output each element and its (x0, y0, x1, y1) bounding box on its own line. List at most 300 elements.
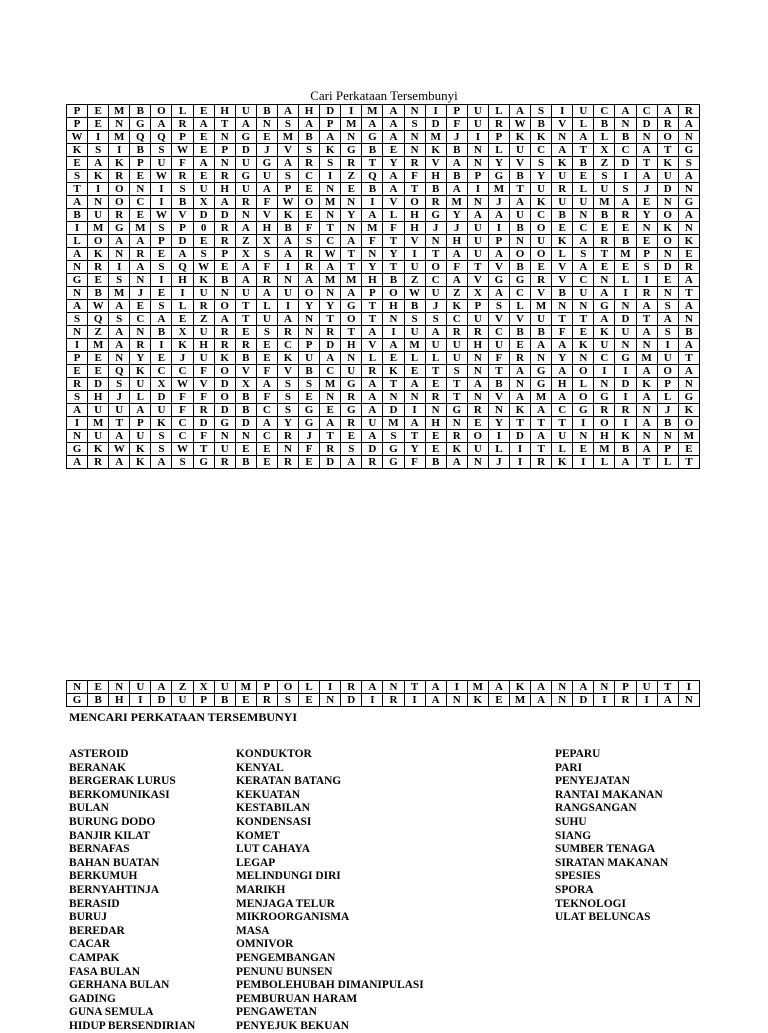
grid-cell: R (678, 105, 699, 118)
word-list-item: BERNAFAS (69, 843, 130, 856)
word-list-item: SIRATAN MAKANAN (555, 856, 669, 869)
grid-cell: G (678, 144, 699, 157)
grid-cell: A (467, 378, 488, 391)
grid-cell: B (256, 105, 277, 118)
grid-cell: R (130, 248, 151, 261)
grid-cell: I (488, 430, 509, 443)
grid-cell: C (320, 365, 341, 378)
word-list-item: SPORA (555, 883, 594, 896)
grid-row (67, 287, 700, 300)
grid-cell: S (404, 313, 425, 326)
grid-cell: T (383, 378, 404, 391)
grid-cell: S (404, 118, 425, 131)
grid-cell: H (193, 339, 214, 352)
grid-cell: M (531, 391, 552, 404)
grid-cell: A (636, 365, 657, 378)
grid-cell: H (362, 274, 383, 287)
grid-cell: N (277, 274, 298, 287)
grid-cell: E (531, 261, 552, 274)
word-list-item: BURUNG DODO (69, 815, 156, 828)
word-list-item: MARIKH (236, 883, 286, 896)
grid-cell: E (130, 209, 151, 222)
grid-cell: A (320, 261, 341, 274)
grid-cell: M (109, 105, 130, 118)
grid-cell: M (341, 274, 362, 287)
grid-cell: G (678, 196, 699, 209)
grid-cell: R (552, 183, 573, 196)
grid-cell: V (425, 157, 446, 170)
grid-cell: N (383, 391, 404, 404)
grid-cell: P (320, 118, 341, 131)
grid-cell: A (277, 157, 298, 170)
grid-cell: A (109, 456, 130, 469)
grid-cell: T (573, 144, 594, 157)
grid-cell: N (467, 196, 488, 209)
grid-cell: R (214, 170, 235, 183)
grid-cell: M (320, 274, 341, 287)
grid-cell: N (636, 222, 657, 235)
grid-cell: E (88, 681, 109, 694)
grid-cell: U (594, 183, 615, 196)
grid-cell: B (362, 183, 383, 196)
grid-cell: F (193, 365, 214, 378)
grid-cell: X (235, 378, 256, 391)
grid-cell: V (172, 209, 193, 222)
grid-cell: T (67, 183, 88, 196)
grid-cell: A (320, 131, 341, 144)
grid-cell: E (151, 287, 172, 300)
grid-cell: G (362, 131, 383, 144)
grid-cell: I (657, 339, 678, 352)
grid-cell: R (67, 378, 88, 391)
grid-cell: X (172, 326, 193, 339)
grid-cell: M (362, 222, 383, 235)
grid-cell: B (488, 378, 509, 391)
grid-cell: B (214, 274, 235, 287)
grid-cell: L (657, 391, 678, 404)
grid-cell: L (488, 144, 509, 157)
grid-cell: P (488, 131, 509, 144)
grid-cell: R (214, 456, 235, 469)
grid-cell: S (151, 430, 172, 443)
grid-cell: U (509, 144, 530, 157)
grid-cell: O (531, 248, 552, 261)
word-list-item: BULAN (69, 802, 109, 815)
grid-cell: A (235, 274, 256, 287)
grid-cell: S (67, 313, 88, 326)
grid-cell: K (636, 378, 657, 391)
grid-row (67, 430, 700, 443)
grid-cell: J (172, 352, 193, 365)
grid-cell: E (299, 209, 320, 222)
grid-cell: I (67, 222, 88, 235)
grid-cell: U (404, 261, 425, 274)
grid-cell: P (67, 118, 88, 131)
grid-cell: A (678, 300, 699, 313)
grid-cell: B (446, 170, 467, 183)
grid-cell: F (552, 326, 573, 339)
word-list-item: KOMET (236, 829, 280, 842)
grid-cell: P (172, 131, 193, 144)
grid-cell: R (214, 339, 235, 352)
grid-cell: A (256, 287, 277, 300)
grid-cell: A (531, 694, 552, 707)
grid-cell: T (214, 118, 235, 131)
grid-cell: Y (362, 261, 383, 274)
grid-cell: A (256, 378, 277, 391)
grid-cell: P (488, 235, 509, 248)
grid-cell: R (341, 417, 362, 430)
grid-cell: V (383, 196, 404, 209)
grid-cell: L (130, 391, 151, 404)
grid-cell: A (193, 118, 214, 131)
grid-cell: V (531, 287, 552, 300)
grid-cell: I (615, 417, 636, 430)
grid-cell: L (509, 300, 530, 313)
grid-cell: U (235, 287, 256, 300)
grid-cell: W (151, 170, 172, 183)
grid-cell: D (657, 261, 678, 274)
grid-cell: O (404, 196, 425, 209)
grid-cell: H (214, 105, 235, 118)
grid-cell: C (573, 222, 594, 235)
grid-cell: S (109, 274, 130, 287)
grid-cell: A (678, 118, 699, 131)
grid-cell: T (320, 430, 341, 443)
grid-cell: I (151, 196, 172, 209)
grid-cell: N (678, 378, 699, 391)
grid-cell: M (341, 118, 362, 131)
grid-cell: A (488, 209, 509, 222)
grid-cell: A (383, 170, 404, 183)
grid-cell: A (446, 183, 467, 196)
grid-cell: R (446, 326, 467, 339)
grid-cell: B (615, 443, 636, 456)
grid-cell: N (130, 183, 151, 196)
grid-cell: N (678, 222, 699, 235)
grid-cell: L (615, 274, 636, 287)
grid-cell: N (573, 430, 594, 443)
grid-cell: R (341, 157, 362, 170)
grid-cell: A (615, 196, 636, 209)
word-list-item: HIDUP BERSENDIRIAN (69, 1019, 196, 1032)
grid-cell: D (88, 378, 109, 391)
grid-cell: U (404, 326, 425, 339)
grid-cell: N (446, 694, 467, 707)
grid-cell: I (573, 417, 594, 430)
grid-cell: T (509, 417, 530, 430)
word-list-item: SUHU (555, 815, 587, 828)
grid-cell: C (636, 105, 657, 118)
grid-cell: T (657, 144, 678, 157)
grid-cell: W (88, 300, 109, 313)
grid-cell: A (362, 378, 383, 391)
grid-cell: O (383, 287, 404, 300)
grid-cell: H (109, 694, 130, 707)
grid-cell: D (320, 339, 341, 352)
grid-cell: A (615, 456, 636, 469)
grid-cell: T (109, 417, 130, 430)
grid-cell: N (341, 352, 362, 365)
grid-cell: U (88, 209, 109, 222)
grid-cell: U (235, 105, 256, 118)
grid-cell: V (467, 274, 488, 287)
grid-cell: A (425, 694, 446, 707)
grid-cell: A (109, 326, 130, 339)
grid-cell: I (404, 404, 425, 417)
grid-cell: Q (130, 131, 151, 144)
grid-cell: I (404, 694, 425, 707)
grid-cell: R (362, 456, 383, 469)
grid-cell: U (425, 339, 446, 352)
grid-cell: V (509, 157, 530, 170)
grid-cell: C (594, 352, 615, 365)
word-list-item: KERATAN BATANG (236, 775, 342, 788)
grid-cell: M (235, 681, 256, 694)
grid-cell: T (404, 430, 425, 443)
grid-cell: N (678, 183, 699, 196)
grid-cell: R (488, 118, 509, 131)
grid-cell: N (214, 157, 235, 170)
word-list-item: KONDENSASI (236, 815, 312, 828)
grid-cell: I (509, 443, 530, 456)
grid-cell: N (467, 157, 488, 170)
grid-cell: R (235, 339, 256, 352)
grid-cell: R (193, 300, 214, 313)
word-list-item: PEMBOLEHUBAH DIMANIPULASI (236, 979, 424, 992)
grid-cell: R (594, 235, 615, 248)
grid-cell: A (573, 681, 594, 694)
grid-row (67, 300, 700, 313)
grid-cell: D (151, 694, 172, 707)
grid-cell: N (488, 404, 509, 417)
grid-cell: I (88, 183, 109, 196)
grid-cell: G (67, 443, 88, 456)
grid-cell: N (320, 694, 341, 707)
grid-cell: U (256, 313, 277, 326)
grid-cell: T (383, 235, 404, 248)
grid-cell: A (594, 313, 615, 326)
grid-cell: A (446, 157, 467, 170)
grid-cell: A (573, 235, 594, 248)
grid-cell: W (193, 261, 214, 274)
grid-cell: A (67, 456, 88, 469)
grid-cell: Y (130, 352, 151, 365)
grid-cell: H (467, 339, 488, 352)
grid-cell: A (277, 248, 298, 261)
grid-cell: K (446, 443, 467, 456)
grid-cell: N (320, 391, 341, 404)
grid-cell: T (362, 157, 383, 170)
grid-cell: R (531, 456, 552, 469)
grid-cell: O (109, 183, 130, 196)
grid-cell: M (446, 196, 467, 209)
grid-cell: E (299, 456, 320, 469)
grid-cell: R (109, 170, 130, 183)
grid-cell: M (130, 222, 151, 235)
grid-cell: F (193, 430, 214, 443)
grid-cell: S (256, 326, 277, 339)
grid-cell: A (277, 105, 298, 118)
grid-cell: E (615, 222, 636, 235)
grid-cell: U (488, 339, 509, 352)
grid-cell: M (88, 417, 109, 430)
grid-cell: P (657, 443, 678, 456)
grid-cell: D (657, 183, 678, 196)
grid-cell: M (594, 443, 615, 456)
grid-cell: N (320, 287, 341, 300)
grid-cell: O (214, 300, 235, 313)
grid-row (67, 261, 700, 274)
grid-cell: E (88, 352, 109, 365)
grid-cell: U (552, 170, 573, 183)
grid-cell: S (277, 694, 298, 707)
grid-cell: W (172, 443, 193, 456)
grid-cell: E (341, 183, 362, 196)
grid-cell: G (235, 131, 256, 144)
grid-cell: I (594, 694, 615, 707)
word-list-item: LEGAP (236, 856, 276, 869)
grid-cell: A (109, 430, 130, 443)
grid-cell: R (299, 157, 320, 170)
grid-cell: A (678, 365, 699, 378)
grid-cell: H (425, 417, 446, 430)
grid-cell: S (193, 248, 214, 261)
grid-cell: Y (552, 352, 573, 365)
grid-cell: P (615, 681, 636, 694)
grid-cell: O (425, 261, 446, 274)
grid-cell: Q (109, 365, 130, 378)
grid-cell: A (552, 144, 573, 157)
grid-cell: U (509, 209, 530, 222)
grid-cell: O (277, 681, 298, 694)
grid-cell: A (362, 118, 383, 131)
grid-cell: S (151, 222, 172, 235)
grid-cell: O (341, 313, 362, 326)
grid-cell: G (299, 404, 320, 417)
grid-cell: R (341, 391, 362, 404)
grid-cell: A (678, 170, 699, 183)
grid-cell: D (214, 378, 235, 391)
grid-cell: A (193, 157, 214, 170)
word-list-item: PENYEJUK BEKUAN (236, 1019, 349, 1032)
grid-row (67, 248, 700, 261)
word-list-item: PENGEMBANGAN (236, 951, 336, 964)
word-list-item: BERKOMUNIKASI (69, 788, 170, 801)
grid-cell: A (341, 456, 362, 469)
grid-cell: E (88, 118, 109, 131)
grid-cell: Z (341, 170, 362, 183)
grid-cell: G (67, 274, 88, 287)
grid-cell: W (320, 248, 341, 261)
grid-cell: K (446, 300, 467, 313)
grid-cell: D (151, 391, 172, 404)
grid-cell: Q (88, 313, 109, 326)
grid-cell: N (594, 681, 615, 694)
grid-cell: E (130, 170, 151, 183)
grid-cell: A (67, 300, 88, 313)
grid-cell: G (488, 274, 509, 287)
grid-cell: K (88, 170, 109, 183)
grid-cell: U (193, 326, 214, 339)
grid-cell: Y (320, 300, 341, 313)
grid-cell: S (341, 443, 362, 456)
grid-cell: E (88, 274, 109, 287)
grid-cell: V (509, 313, 530, 326)
grid-cell: A (425, 326, 446, 339)
grid-cell: X (151, 378, 172, 391)
grid-cell: P (130, 417, 151, 430)
grid-cell: M (404, 339, 425, 352)
grid-cell: M (425, 131, 446, 144)
grid-cell: J (488, 196, 509, 209)
grid-cell: L (404, 352, 425, 365)
grid-cell: X (235, 248, 256, 261)
grid-row (67, 456, 700, 469)
grid-cell: A (636, 443, 657, 456)
grid-cell: F (256, 391, 277, 404)
grid-cell: A (151, 313, 172, 326)
grid-cell: R (256, 274, 277, 287)
grid-cell: X (193, 196, 214, 209)
grid-cell: L (594, 131, 615, 144)
grid-cell: L (383, 209, 404, 222)
grid-cell: R (172, 170, 193, 183)
grid-cell: P (172, 222, 193, 235)
grid-cell: V (552, 118, 573, 131)
grid-cell: U (467, 443, 488, 456)
grid-cell: K (552, 235, 573, 248)
grid-cell: S (277, 404, 298, 417)
grid-cell: N (678, 694, 699, 707)
grid-cell: U (657, 352, 678, 365)
grid-cell: Q (151, 131, 172, 144)
grid-cell: G (615, 352, 636, 365)
grid-cell: K (88, 248, 109, 261)
grid-cell: F (383, 222, 404, 235)
grid-cell: R (404, 157, 425, 170)
grid-cell: A (657, 105, 678, 118)
grid-cell: L (488, 105, 509, 118)
grid-cell: L (67, 235, 88, 248)
grid-cell: K (193, 274, 214, 287)
grid-cell: G (488, 170, 509, 183)
grid-cell: A (320, 417, 341, 430)
grid-cell: E (193, 131, 214, 144)
grid-cell: R (88, 456, 109, 469)
grid-cell: U (552, 430, 573, 443)
word-list-item: GADING (69, 992, 116, 1005)
grid-cell: U (193, 287, 214, 300)
grid-cell: H (88, 391, 109, 404)
grid-cell: U (109, 404, 130, 417)
grid-cell: A (341, 235, 362, 248)
grid-cell: C (320, 235, 341, 248)
grid-cell: W (404, 287, 425, 300)
grid-cell: J (256, 144, 277, 157)
grid-cell: U (235, 183, 256, 196)
grid-cell: J (299, 430, 320, 443)
grid-cell: Z (235, 235, 256, 248)
grid-cell: A (256, 183, 277, 196)
grid-cell: B (509, 261, 530, 274)
word-list-item: PENYEJATAN (555, 775, 630, 788)
grid-cell: C (531, 209, 552, 222)
grid-cell: I (109, 144, 130, 157)
grid-cell: Y (299, 300, 320, 313)
grid-cell: Y (488, 157, 509, 170)
grid-cell: U (615, 326, 636, 339)
